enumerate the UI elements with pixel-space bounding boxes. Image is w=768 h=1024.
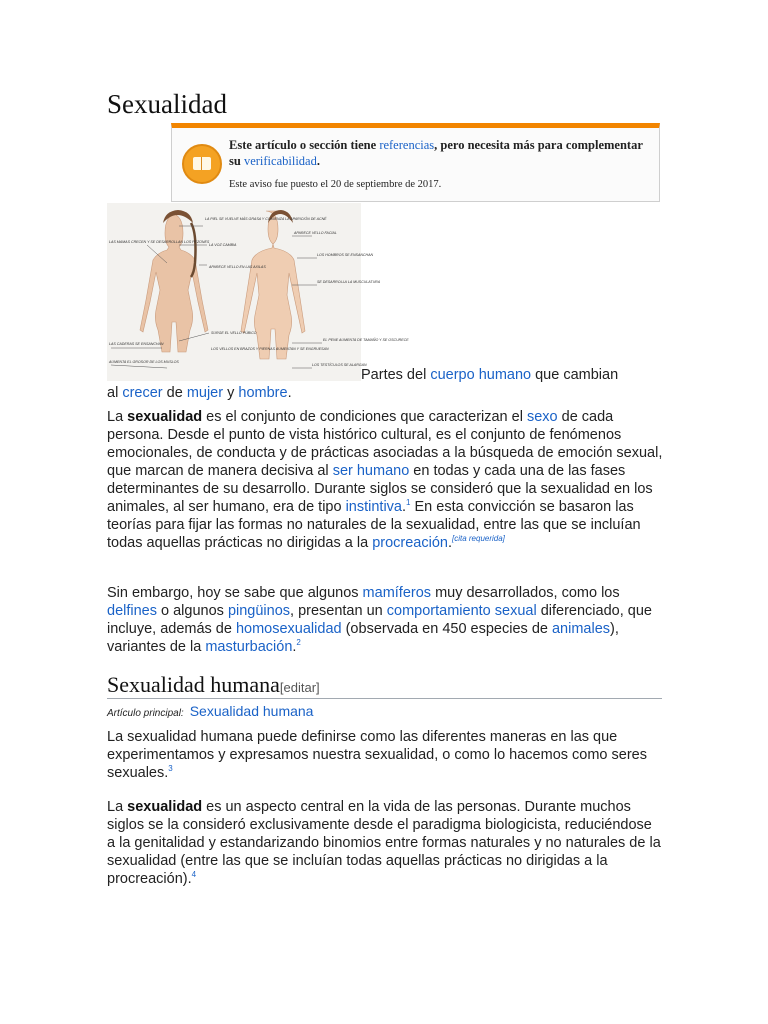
notice-text: , pero necesita más para complementar su [229, 138, 643, 168]
caption-text: . [287, 385, 292, 401]
label-penis: EL PENE AUMENTA DE TAMAÑO Y SE OSCURECE [323, 338, 409, 342]
link-main-article[interactable]: Sexualidad humana [189, 703, 314, 719]
paragraph-human-sexuality: La sexualidad humana puede definirse como las diferentes maneras en las que experimentamos y expresamos nuestra sexualidad, o como lo hacemos como seres sexuales.$^3$ [107, 729, 647, 781]
link-man[interactable]: hombre [238, 385, 288, 401]
ref-2[interactable]: 2 [296, 638, 301, 648]
references-notice-box [171, 123, 660, 202]
notice-message [229, 137, 654, 169]
link-mammals[interactable]: mamíferos [362, 585, 432, 601]
label-voice: LA VOZ CAMBIA [209, 243, 237, 247]
label-breasts: LAS MAMAS CRECEN Y SE DESARROLLAN LOS PEZONES [109, 240, 210, 244]
paragraph-animals: Sin embargo, hoy se sabe que algunos mamíferos muy desarrollados, como los delfines o algunos pingüinos, presentan un comportamiento sexual diferenciado, que incluye, además de homosexualidad (observada en 450 especies de animales), variantes de la masturbación.$^2$ [107, 585, 652, 655]
page-title: Sexualidad [107, 89, 227, 119]
link-woman[interactable]: mujer [186, 385, 224, 401]
citation-needed[interactable]: [cita requerida] [451, 534, 505, 544]
figure-caption: Partes del cuerpo humano que cambian al crecer de mujer y hombre. [107, 367, 619, 401]
link-dolphins[interactable]: delfines [107, 603, 157, 619]
bold-term: sexualidad [127, 409, 203, 425]
label-testicles: LOS TESTÍCULOS SE ALARGAN [312, 363, 367, 367]
label-thighs: AUMENTA EL GROSOR DE LOS MUSLOS [109, 360, 179, 364]
section-heading [107, 672, 662, 699]
link-human-being[interactable]: ser humano [332, 463, 410, 479]
label-facial-hair: APARECE VELLO FACIAL [294, 231, 337, 235]
book-icon [182, 144, 222, 184]
label-muscles: SE DESARROLLA LA MUSCULATURA [317, 280, 381, 284]
label-skin: LA PIEL SE VUELVE MÁS GRASA Y COMIENZA LA APARICIÓN DE ACNÉ [205, 217, 327, 221]
notice-text: Este artículo o sección tiene [229, 138, 380, 152]
label-pubic: SURGE EL VELLO PÚBICO [211, 331, 257, 335]
caption-text: de [162, 385, 187, 401]
link-procreation[interactable]: procreación [372, 535, 448, 551]
link-homosexuality[interactable]: homosexualidad [235, 621, 342, 637]
bold-term: sexualidad [127, 799, 203, 815]
main-article-note [107, 703, 313, 719]
label-hips: LAS CADERAS SE ENSANCHAN [109, 342, 164, 346]
link-human-body[interactable]: cuerpo humano [430, 367, 532, 383]
caption-text: y [223, 385, 239, 401]
link-instinctive[interactable]: instintiva [345, 499, 402, 515]
label-limbs: LOS VELLOS EN BRAZOS Y PIERNAS AUMENTAN Y SE ENGRUESAN [211, 347, 329, 351]
section-title: Sexualidad humana [107, 672, 280, 697]
caption-text: que cambian [531, 367, 619, 383]
link-grow[interactable]: crecer [122, 385, 163, 401]
label-armpit: APARECE VELLO EN LAS AXILAS [209, 265, 266, 269]
link-animals[interactable]: animales [551, 621, 611, 637]
paragraph-central-aspect: La sexualidad es un aspecto central en la vida de las personas. Durante muchos siglos se la consideró exclusivamente desde el paradigma biologicista, reduciéndose a la genitalidad y estandarizando binomios entre formas naturales y no naturales de la sexualidad (entre las que se incluían todas aquellas prácticas no dirigidas a la procreación).$^4$ [107, 799, 661, 887]
link-penguins[interactable]: pingüinos [227, 603, 291, 619]
main-article-label: Artículo principal: [107, 708, 184, 719]
link-masturbation[interactable]: masturbación [205, 639, 293, 655]
notice-text: . [316, 154, 320, 168]
ref-1[interactable]: 1 [406, 498, 411, 508]
ref-3[interactable]: 3 [168, 764, 173, 774]
edit-section-link[interactable]: [editar] [279, 680, 320, 695]
references-link[interactable]: referencias [379, 138, 435, 152]
ref-4[interactable]: 4 [191, 870, 197, 880]
verifiability-link[interactable]: verificabilidad [243, 154, 317, 168]
caption-text: Partes del [361, 367, 431, 383]
label-shoulders: LOS HOMBROS SE ENSANCHAN [317, 253, 374, 257]
notice-date: Este aviso fue puesto el 20 de septiembre de 2017. [229, 179, 442, 190]
link-sexual-behavior[interactable]: comportamiento sexual [386, 603, 537, 619]
paragraph-definition: La sexualidad es el conjunto de condiciones que caracterizan el sexo de cada persona. Desde el punto de vista histórico cultural, es el conjunto de fenómenos emocionales, de conducta y de prácticas asociadas a la búsqueda de emoción sexual, que marcan de manera decisiva al ser humano en todas y cada una de las fases determinantes de su desarrollo. Durante siglos se consideró que la sexualidad en los animales, al ser humano, era de tipo instintiva.$^1$ En esta convicción se basaron las teorías para fijar las formas no naturales de la sexualidad, entre las que se incluían todas aquellas prácticas no dirigidas a la procreación.[cita requerida] [107, 409, 663, 551]
link-sex[interactable]: sexo [526, 409, 558, 425]
